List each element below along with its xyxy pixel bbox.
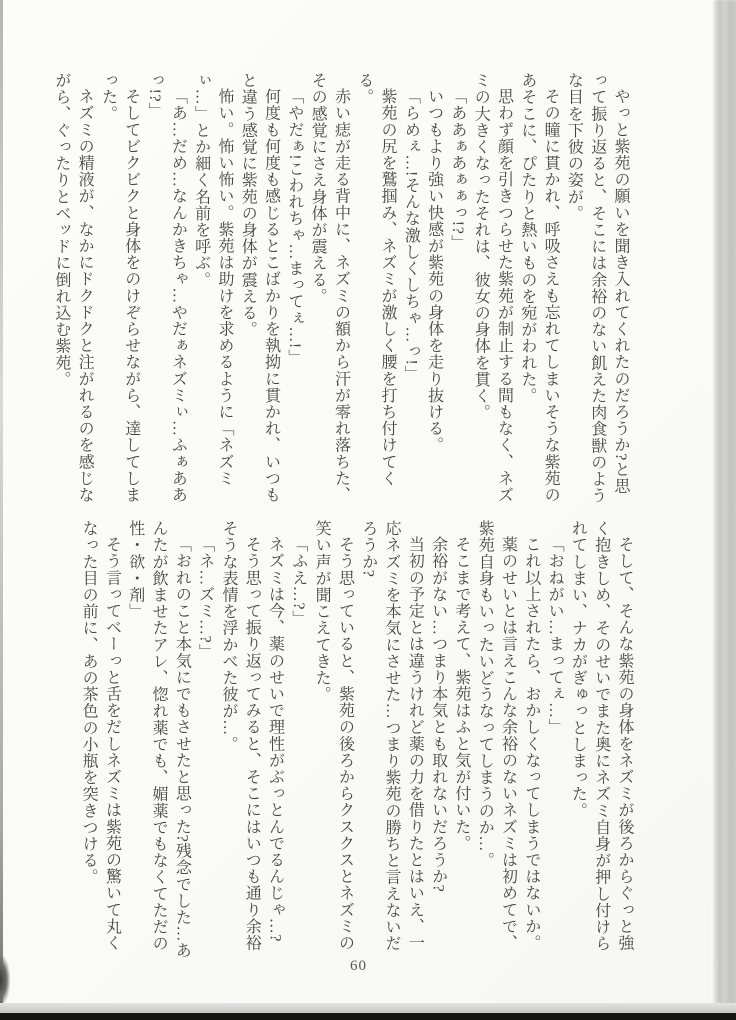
page-edge-shadow-right	[711, 0, 736, 1020]
paragraph: 「ネ…ズミ…?」	[196, 536, 214, 660]
paragraph: 怖い。怖い怖い。紫苑は助けを求めるように「ネズミぃ…」とか細く名前を呼ぶ。	[192, 72, 233, 487]
paragraph: 薬のせいとは言えこんな余裕のないネズミは初めてで、紫苑自身もいったいどうなってしまうのか…。	[476, 520, 517, 951]
paragraph: そして、そんな紫苑の身体をネズミが後ろからぐっと強く抱きしめ、そのせいでまた奥にネズミ自身が押し付けられてしまい、ナカがぎゅっとしまった。	[569, 520, 633, 952]
paragraph: 「やだぁ!こわれちゃ…まってぇ…!」	[285, 88, 303, 366]
paragraph: 「おれのこと本気にでもさせたと思った?残念でした…あんたが飲ませたアレ、惚れ薬でも、媚薬でもなくてただの性・欲・剤」	[126, 520, 191, 959]
page-edge-shadow-bottom	[0, 1003, 736, 1013]
paragraph: これ以上されたら、おかしくなってしまうではないか。	[522, 536, 540, 951]
scan-smudge-bottom-left	[0, 955, 10, 1005]
paragraph: そう言ってベーっと舌をだしネズミは紫苑の驚いて丸くなった目の前に、あの茶色の小瓶を突きつける。	[80, 520, 121, 951]
paragraph: 「らめぇ…!そんな激しくしちゃ…っ!」	[402, 88, 420, 383]
paragraph: そしてビクビクと身体をのけぞらせながら、達してしまった。	[99, 72, 140, 503]
paragraph: いつもより強い快感が紫苑の身体を走り抜ける。	[425, 88, 443, 454]
paragraph: 「おねがい…まってぇ…」	[546, 536, 564, 736]
paragraph: 「あ…だめ…なんかきちゃ…やだぁネズミぃ…ふぁああっ!?」	[146, 72, 187, 503]
paragraph: 当初の予定とは違うけれど薬の力を借りたとはいえ、一応ネズミを本気にさせた…つまり紫苑の勝ちと言えないだろうか?	[359, 520, 424, 952]
paragraph: その瞳に貫かれ、呼吸さえも忘れてしまいそうな紫苑のあそこに、ぴたりと熱いものを宛がわれた。	[518, 72, 560, 503]
paragraph: 思わず顔を引きつらせた紫苑が制止する間もなく、ネズミの大きくなったそれは、彼女の身体を貫く。	[472, 72, 513, 503]
page-edge-shadow-left	[0, 0, 3, 1020]
paragraph: そこまで考えて、紫苑はふと気が付いた。	[452, 536, 470, 852]
paragraph: 何度も何度も感じるとこばかりを執拗に貫かれ、いつもと違う感覚に紫苑の身体が震える。	[239, 72, 280, 503]
paragraph: 余裕がない…つまり本気とも取れないだろうか?	[429, 536, 447, 893]
paragraph: そう思って振り返ってみると、そこにはいつも通り余裕そうな表情を浮かべた彼が…。	[219, 520, 261, 951]
paragraph: 「ああぁあぁぁっ!?」	[448, 88, 466, 252]
scan-border-bottom	[0, 1013, 736, 1020]
text-block-top	[50, 72, 632, 510]
paragraph: ネズミは今、薬のせいで理性がぶっとんでるんじゃ…?	[266, 536, 284, 943]
text-block-bottom	[77, 520, 636, 962]
paragraph: ネズミの精液が、なかにドクドクと注がれるのを感じながら、ぐったりとベッドに倒れ込む紫苑。	[52, 72, 94, 503]
paragraph: そう思っていると、紫苑の後ろからクスクスとネズミの笑い声が聞こえてきた。	[313, 520, 354, 951]
page-number: 60	[350, 958, 367, 974]
paragraph: 赤い痣が走る背中に、ネズミの額から汗が零れ落ちた、その感覚にさえ身体が震える。	[309, 72, 350, 503]
paragraph: やっと紫苑の願いを聞き入れてくれたのだろうか?と思って振り返ると、そこには余裕のない飢えた肉食獣のような目を下彼の姿が。	[565, 72, 629, 504]
paragraph: 「ふえ…?」	[289, 536, 307, 627]
paragraph: 紫苑の尻を鷲掴み、ネズミが激しく腰を打ち付けてくる。	[355, 72, 397, 487]
